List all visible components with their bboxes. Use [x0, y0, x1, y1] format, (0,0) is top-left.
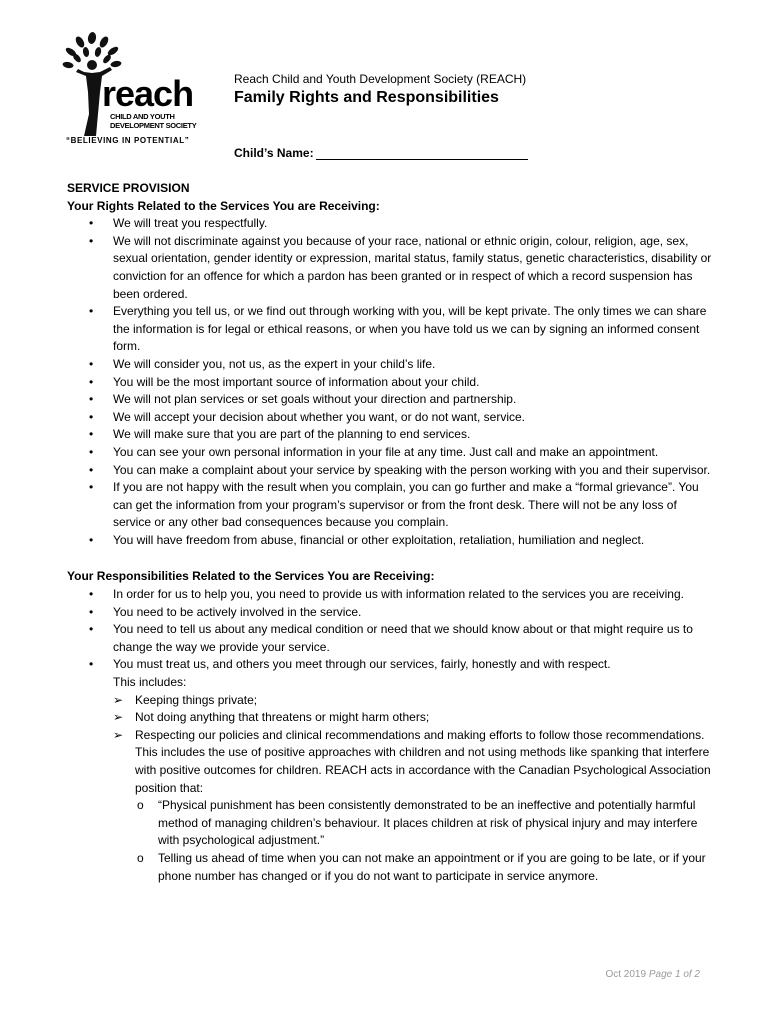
footer-date: Oct 2019 — [605, 969, 647, 980]
document-title: Family Rights and Responsibilities — [234, 89, 499, 106]
logo-subtitle-line-1: CHILD AND YOUTH — [110, 112, 175, 121]
arrow-bullet-icon: ➢ — [113, 727, 124, 742]
list-item: • We will not discriminate against you because of your race, national or ethnic origin, colour, religion, age, sex, sexual orientation, gender identity or expression, marital status, family status, genetic characteristics, disability or conviction for an offence for which a pardon has been granted or in respect of which a record suspension has been ordered. — [89, 233, 712, 301]
list-item: • You need to tell us about any medical condition or need that we should know about or that might require us to change the way we provide your service. — [89, 622, 693, 654]
list-item: ➢ Respecting our policies and clinical recommendations and making efforts to follow those recommendations. This includes the use of positive approaches with children and not using methods like spanking that interfere with positive outcomes for children. REACH acts in accordance with the Canadian Psychological Association position that: o “Physical punishment has been consistently demonstrated to be an ineffective and potentially harmful method of managing children’s behaviour. It places children at risk of physical injury and may interfere with psychological adjustment.” o Telling us ahead of time when you can not make an appointment or if you are going to be late, or if your phone number has changed or if you do not want to participate in service anymore. — [113, 727, 715, 885]
list-item: • Everything you tell us, or we find out through working with you, will be kept private. The only times we can share the information is for legal or ethical reasons, or when you have told us we can by signing an informed consent form. — [89, 304, 707, 354]
list-item: • You will have freedom from abuse, financial or other exploitation, retaliation, humiliation and neglect. — [67, 532, 715, 550]
arrow-bullet-icon: ➢ — [113, 692, 124, 707]
child-name-label: Child’s Name: — [234, 146, 314, 160]
list-item: o Telling us ahead of time when you can not make an appointment or if you are going to be late, or if your phone number has changed or if you do not want to participate in service anymore. — [137, 850, 706, 883]
organization-name: Reach Child and Youth Development Society (REACH) — [234, 72, 527, 86]
list-item: ➢ Not doing anything that threatens or might harm others; — [113, 709, 715, 727]
logo-subtitle-line-2: DEVELOPMENT SOCIETY — [110, 121, 197, 130]
bullet-icon: • — [89, 657, 94, 672]
bullet-icon: • — [89, 532, 94, 547]
document-body — [67, 180, 715, 885]
sub-list — [113, 692, 715, 886]
list-item: • If you are not happy with the result when you complain, you can go further and make a “formal grievance”. You can get the information from your program’s supervisor or from the front desk. There will not be any loss of service or any other bad consequences because you complain. — [89, 480, 699, 530]
list-item: • We will not plan services or set goals without your direction and partnership. — [67, 391, 715, 409]
circle-bullet-icon: o — [137, 850, 144, 865]
section-heading: SERVICE PROVISION — [67, 181, 190, 195]
page-footer — [605, 969, 700, 980]
list-item: • We will make sure that you are part of the planning to end services. — [67, 426, 715, 444]
bullet-icon: • — [89, 480, 94, 495]
bullet-icon: • — [89, 392, 94, 407]
bullet-icon: • — [89, 374, 94, 389]
bullet-icon: • — [89, 587, 94, 602]
page-number: Page 1 of 2 — [648, 969, 700, 980]
list-item: • We will treat you respectfully. — [67, 215, 715, 233]
responsibilities-heading: Your Responsibilities Related to the Services You are Receiving: — [67, 569, 435, 584]
rights-heading: Your Rights Related to the Services You are Receiving: — [67, 198, 380, 213]
list-item: • You must treat us, and others you meet through our services, fairly, honestly and with respect. This includes: ➢ Keeping things private; ➢ Not doing anything that threatens or might harm others; ➢ Respecting our policies and clinical recommendations and making efforts to follow those recommendations. This includes the use of positive approaches with children and not using methods like spanking that interfere with positive outcomes for children. REACH acts in accordance with the Canadian Psychological Association position that: o “Physical punishment has been consistently demonstrated to be an ineffective and potentially harmful method of managing children’s behaviour. It places children at risk of physical injury and may interfere with psychological adjustment.” o Telling us ahead of time when you can not make an appointment or if you are going to be late, or if your phone number has changed or if you do not want to participate in service anymore. — [67, 656, 715, 885]
bullet-icon: • — [89, 622, 94, 637]
bullet-icon: • — [89, 216, 94, 231]
list-item: • We will consider you, not us, as the expert in your child’s life. — [67, 356, 715, 374]
child-name-field[interactable] — [316, 159, 528, 160]
logo-tagline: “BELIEVING IN POTENTIAL” — [66, 136, 190, 145]
bullet-icon: • — [89, 604, 94, 619]
bullet-icon: • — [89, 409, 94, 424]
bullet-icon: • — [89, 444, 94, 459]
list-item: • In order for us to help you, you need to provide us with information related to the services you are receiving. — [67, 586, 715, 604]
list-item: o “Physical punishment has been consistently demonstrated to be an ineffective and potentially harmful method of managing children’s behaviour. It places children at risk of physical injury and may interfere with psychological adjustment.” — [137, 798, 698, 848]
logo-wordmark: reach — [102, 73, 194, 114]
bullet-icon: • — [89, 427, 94, 442]
bullet-icon: • — [89, 356, 94, 371]
arrow-bullet-icon: ➢ — [113, 710, 124, 725]
list-item: • You will be the most important source of information about your child. — [67, 374, 715, 392]
responsibilities-list — [67, 586, 715, 885]
list-item: • You need to be actively involved in the service. — [67, 604, 715, 622]
list-item: ➢ Keeping things private; — [113, 692, 715, 710]
bullet-icon: • — [89, 304, 94, 319]
reach-logo — [62, 32, 222, 150]
bullet-icon: • — [89, 233, 94, 248]
rights-list — [67, 215, 715, 549]
sub-sub-list — [135, 797, 715, 885]
list-item: • We will accept your decision about whether you want, or do not want, service. — [67, 409, 715, 427]
list-item: • You can see your own personal information in your file at any time. Just call and make an appointment. — [67, 444, 715, 462]
circle-bullet-icon: o — [137, 798, 144, 813]
bullet-icon: • — [89, 462, 94, 477]
list-item: • You can make a complaint about your service by speaking with the person working with you and their supervisor. — [67, 462, 715, 480]
